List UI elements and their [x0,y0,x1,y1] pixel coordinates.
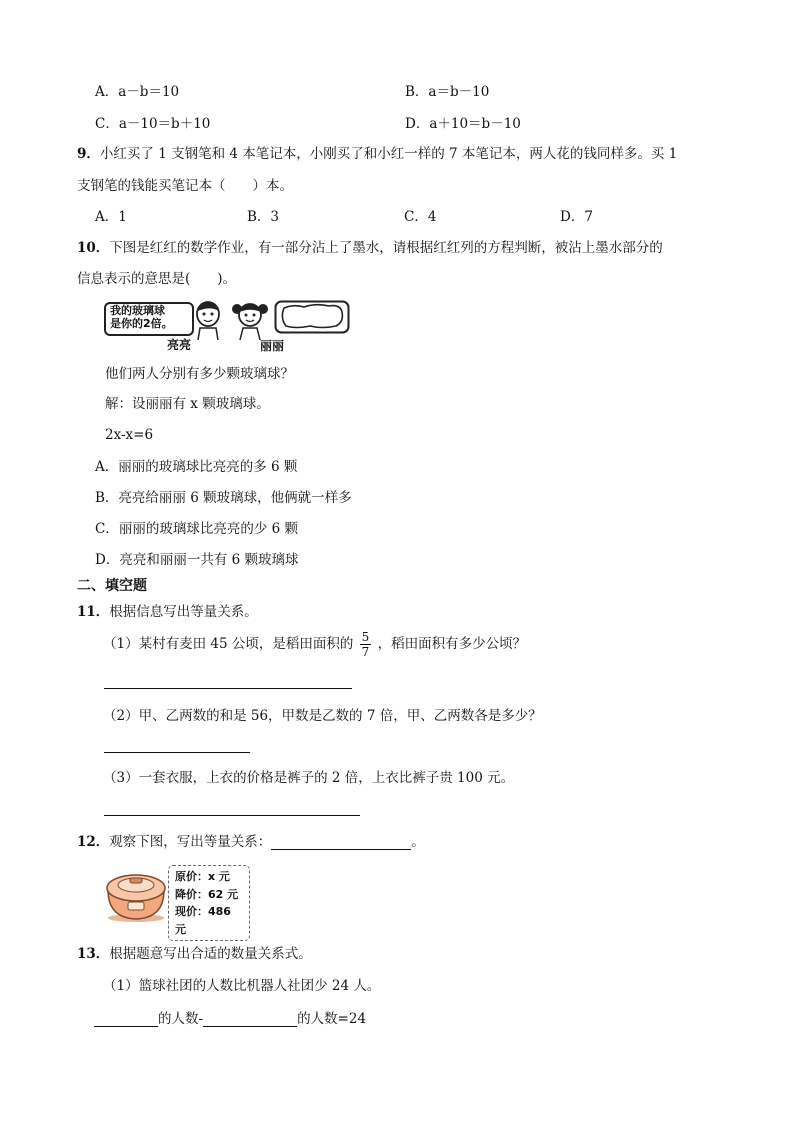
q10-text-line1 [77,240,663,256]
q8-option-c: C．a－10＝b＋10 [95,116,211,132]
q12-number: 12． [77,834,110,850]
q12-answer-blank[interactable] [271,835,411,850]
fraction-numerator: 5 [361,630,370,644]
q12-stem: 观察下图，写出等量关系： [109,834,272,850]
rice-cooker-icon [102,866,170,924]
price-now: 现价：486 元 [175,905,231,936]
price-info-box [168,865,250,941]
fraction-denominator: 7 [361,645,370,659]
q9-option-b: B．3 [247,209,280,225]
q10-option-c: C．丽丽的玻璃球比亮亮的少 6 颗 [95,521,299,537]
q11-sub1-after: ，稻田面积有多少公顷？ [377,636,527,652]
section-title-fill-in: 二、填空题 [77,578,147,594]
q9-text-line2: 支钢笔的钱能买笔记本（ ）本。 [77,178,293,194]
fraction-five-sevenths [360,631,372,658]
q10-option-a: A．丽丽的玻璃球比亮亮的多 6 颗 [95,459,298,475]
bubble-text-1: 我的玻璃球 [110,304,165,317]
bubble-text-2: 是你的2倍。 [110,316,173,330]
girl-figure-icon [230,300,270,340]
q13-fill-row [94,1011,366,1027]
q8-option-a: A．a－b＝10 [95,84,180,100]
q8-option-b: B．a＝b－10 [405,84,490,100]
q11-sub1 [103,631,526,658]
q11-sub2: （2）甲、乙两数的和是 56，甲数是乙数的 7 倍，甲、乙两数各是多少？ [103,708,542,724]
q9-option-c: C．4 [404,209,437,225]
q13-blank-2[interactable] [203,1012,297,1027]
q12-text [77,834,425,850]
q13-text [77,946,312,962]
q11-sub1-answer-line[interactable] [104,688,352,689]
q10-question: 他们两人分别有多少颗玻璃球？ [105,366,294,382]
q10-option-b: B．亮亮给丽丽 6 颗玻璃球，他俩就一样多 [95,490,352,506]
q9-text-line1 [77,146,677,162]
q11-sub3-answer-line[interactable] [104,815,360,816]
q11-sub2-answer-line[interactable] [104,752,250,753]
q11-sub1-before: （1）某村有麦田 45 公顷，是稻田面积的 [103,636,354,652]
speech-bubble-liangliang [104,302,194,336]
q13-fill-part2: 的人数=24 [297,1011,367,1027]
q10-number: 10． [77,240,110,256]
q10-illustration [104,300,354,352]
q10-text-line2: 信息表示的意思是( )。 [77,271,237,287]
q13-sub1: （1）篮球社团的人数比机器人社团少 24 人。 [103,978,381,994]
price-drop: 降价：62 元 [175,887,239,901]
q9-option-a: A．1 [95,209,127,225]
label-lili: 丽丽 [260,339,285,353]
q11-sub3: （3）一套衣服，上衣的价格是裤子的 2 倍，上衣比裤子贵 100 元。 [103,770,515,786]
q9-number: 9． [77,146,100,162]
ink-blot-bubble-icon [274,300,350,334]
q9-stem-1: 小红买了 1 支钢笔和 4 本笔记本，小刚买了和小红一样的 7 本笔记本，两人花的钱同样多。买 1 [99,146,678,162]
q10-stem-1: 下图是红红的数学作业，有一部分沾上了墨水，请根据红红列的方程判断，被沾上墨水部分的 [109,240,663,256]
label-liangliang: 亮亮 [167,338,192,352]
q10-solution: 解：设丽丽有 x 颗玻璃球。 [105,396,270,412]
q8-option-d: D．a＋10＝b－10 [405,116,521,132]
q9-option-d: D．7 [560,209,593,225]
q11-number: 11． [77,604,110,620]
q11-text [77,604,258,620]
boy-figure-icon [190,300,226,340]
q10-equation: 2x-x=6 [105,427,154,443]
q13-number: 13． [77,946,110,962]
q13-fill-part1: 的人数- [158,1011,204,1027]
q11-stem: 根据信息写出等量关系。 [109,604,258,620]
q13-blank-1[interactable] [94,1012,158,1027]
q10-option-d: D．亮亮和丽丽一共有 6 颗玻璃球 [95,552,299,568]
q12-end: 。 [411,834,425,850]
q13-stem: 根据题意写出合适的数量关系式。 [109,946,312,962]
price-original: 原价：x 元 [175,870,230,883]
